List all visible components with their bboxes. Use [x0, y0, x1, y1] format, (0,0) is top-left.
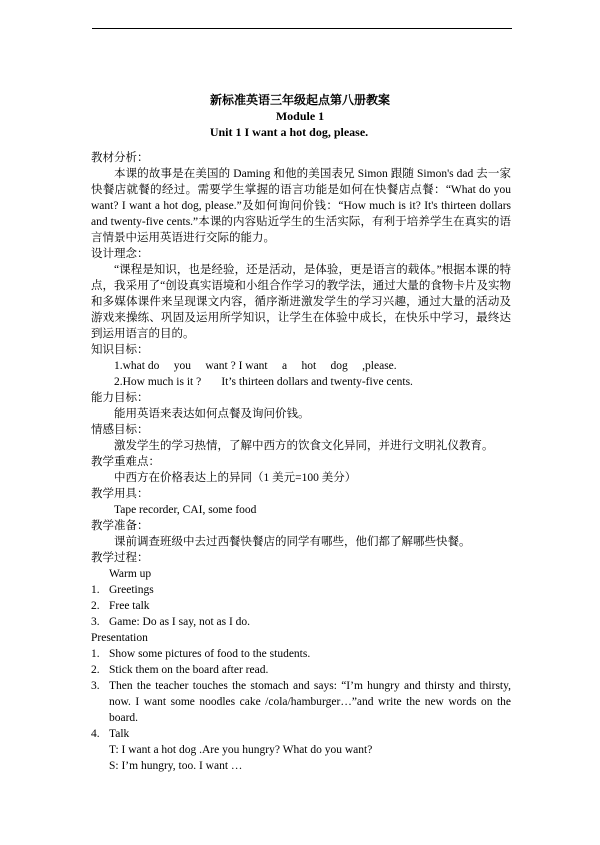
list-text: Greetings: [109, 584, 154, 596]
preparation-heading: 教学准备：: [91, 520, 149, 532]
knowledge-line-1: 1.what do you want ? I want a hot dog ,please.: [114, 360, 397, 372]
list-item: [91, 646, 511, 662]
header-rule: [92, 28, 512, 29]
ability-text: 能用英语来表达如何点餐及询问价钱。: [114, 408, 310, 420]
analysis-heading: 教材分析：: [91, 152, 149, 164]
emotion-text: 激发学生的学习热情，了解中西方的饮食文化异同，并进行文明礼仪教育。: [114, 440, 494, 452]
talk-teacher-line: T: I want a hot dog .Are you hungry? What do you want?: [109, 744, 373, 756]
list-number: 1.: [91, 584, 100, 596]
presentation-list: [91, 646, 511, 742]
tools-text: Tape recorder, CAI, some food: [114, 504, 257, 516]
document-title: 新标准英语三年级起点第八册教案: [209, 93, 390, 107]
analysis-text: 本课的故事是在美国的 Daming 和他的美国表兄 Simon 跟随 Simon's dad 去一家快餐店就餐的经过。需要学生掌握的语言功能是如何在快餐店点餐：“What do you want? I want a hot dog, please.”及如何询问价钱：“How much is it? It's thirteen dollars and twenty-five cents.”本课的内容贴近学生的生活实际，有利于培养学生在真实的语言情景中运用英语进行交际的能力。: [91, 168, 511, 244]
presentation-heading: Presentation: [91, 632, 148, 644]
talk-student-line: S: I’m hungry, too. I want …: [109, 760, 243, 772]
document-header: [0, 92, 600, 140]
process-heading: 教学过程：: [91, 552, 149, 564]
list-item: [91, 598, 511, 614]
knowledge-line-2: 2.How much is it ? It’s thirteen dollars and twenty-five cents.: [114, 376, 413, 388]
preparation-text: 课前调查班级中去过西餐快餐店的同学有哪些，他们都了解哪些快餐。: [114, 536, 471, 548]
warmup-list: [91, 582, 511, 630]
list-text: Free talk: [109, 600, 150, 612]
concept-text: “课程是知识，也是经验，还是活动，是体验，更是语言的载体。”根据本课的特点，我采用了“创设真实语境和小组合作学习的教学法，通过大量的食物卡片及实物和多媒体课件来呈现课文内容，循序渐进激发学生的学习兴趣，通过大量的活动及游戏来操练、巩固及运用所学知识，让学生在体验中成长，在快乐中学习，最终达到运用语言的目的。: [91, 264, 511, 340]
module-title: Module 1: [275, 109, 325, 123]
list-text: Talk: [109, 728, 130, 740]
list-item: [91, 678, 511, 726]
list-item: [91, 726, 511, 742]
list-number: 1.: [91, 648, 100, 660]
list-number: 4.: [91, 728, 100, 740]
concept-heading: 设计理念：: [91, 248, 149, 260]
tools-heading: 教学用具：: [91, 488, 149, 500]
keypoints-text: 中西方在价格表达上的异同（1 美元=100 美分）: [114, 472, 357, 484]
list-number: 2.: [91, 664, 100, 676]
list-number: 2.: [91, 600, 100, 612]
knowledge-heading: 知识目标：: [91, 344, 149, 356]
list-text: Then the teacher touches the stomach and says: “I’m hungry and thirsty and thirsty, now. I want some noodles cake /cola/hamburger…”and write the new words on the board.: [109, 680, 511, 724]
list-number: 3.: [91, 616, 100, 628]
list-text: Show some pictures of food to the students.: [109, 648, 311, 660]
list-item: [91, 614, 511, 630]
document-body: [91, 150, 511, 774]
keypoints-heading: 教学重难点：: [91, 456, 160, 468]
list-text: Game: Do as I say, not as I do.: [109, 616, 251, 628]
warmup-heading: Warm up: [109, 568, 152, 580]
emotion-heading: 情感目标：: [91, 424, 149, 436]
ability-heading: 能力目标：: [91, 392, 149, 404]
list-number: 3.: [91, 680, 100, 692]
unit-title: Unit 1 I want a hot dog, please.: [209, 125, 369, 139]
list-item: [91, 582, 511, 598]
list-item: [91, 662, 511, 678]
list-text: Stick them on the board after read.: [109, 664, 269, 676]
